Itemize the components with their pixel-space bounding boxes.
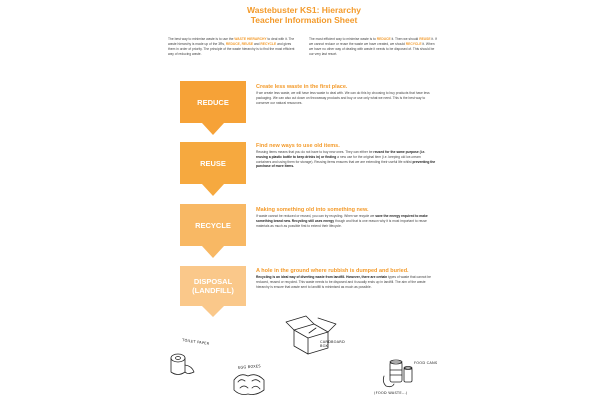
doodle-illustrations <box>168 310 440 400</box>
food-cans-label: FOOD CANS <box>414 361 438 365</box>
disposal-label: DISPOSAL (LANDFILL) <box>192 277 234 295</box>
intro-right-paragraph: The most efficient way to minimise waste is to REDUCE it. Then we should REUSE it. If we cannot reduce or reuse the waste we have created, we should RECYCLE it. When we have no other way of dealing with waste it needs to be disposed of. This should be our very last resort. <box>309 37 437 56</box>
food-waste-label: (FOOD WASTE...) <box>374 391 408 395</box>
disposal-arrow-box <box>180 266 246 306</box>
egg-box-doodle <box>234 375 264 395</box>
recycle-label: RECYCLE <box>195 220 231 230</box>
egg-boxes-label: EGG BOXES <box>237 364 261 370</box>
doodle-drawings <box>168 310 440 400</box>
cardboard-box-label: CARDBOARD BOX <box>320 340 345 348</box>
food-cans-doodle <box>383 360 412 387</box>
cardboard-box-doodle <box>286 316 336 354</box>
disposal-section <box>256 268 436 289</box>
recycle-arrow-tip <box>202 246 224 258</box>
recycle-heading: Making something old into something new. <box>256 207 369 213</box>
highlight-reuse: REUSE <box>419 37 431 41</box>
sheet-title: Wastebuster KS1: Hierarchy <box>246 5 361 15</box>
intro-left-paragraph: The best way to minimise waste is to use the WASTE HIERARCHY to deal with it. The waste hierarchy is made up of the 3Rs, REDUCE, REUSE and RECYCLE and gives them in order of priority. The principle of the waste hierarchy is to find the most efficient way of reducing waste. <box>168 37 295 56</box>
highlight-waste-hierarchy: WASTE HIERARCHY <box>234 37 267 41</box>
reuse-heading: Find new ways to use old items. <box>256 143 340 149</box>
reduce-body: If we create less waste, we will have less waste to deal with. We can do this by choosing to buy products that have less packaging. We can also cut down on throwaway products and buy or use only what we need. This is the best way to conserve our natural resources. <box>256 91 430 105</box>
recycle-section <box>256 207 436 228</box>
toilet-paper-doodle <box>171 354 194 375</box>
sheet-subtitle: Teacher Information Sheet <box>250 15 358 25</box>
reuse-body: Reusing items means that you do not have to buy new ones. They can either be reused for the same purpose (i.e. reusing a plastic bottle to keep drinks in) or finding a new use for the original item (i.e. keeping old ice-cream containers and using them for storage). Reusing items ensures that we are extending their useful life whilst preventing the purchase of more items. <box>256 150 436 169</box>
reuse-arrow-box <box>180 142 246 184</box>
reuse-arrow-tip <box>202 184 224 196</box>
reduce-heading: Create less waste in the first place. <box>256 84 348 90</box>
reduce-arrow-tip <box>202 123 224 135</box>
highlight-recycle: RECYCLE <box>260 42 277 46</box>
reduce-section <box>256 84 436 105</box>
disposal-heading: A hole in the ground where rubbish is dumped and buried. <box>256 268 409 274</box>
reuse-section <box>256 143 436 169</box>
reduce-arrow-box <box>180 81 246 123</box>
highlight-reduce: REDUCE <box>376 37 391 41</box>
reduce-label: REDUCE <box>197 97 229 107</box>
recycle-body: If waste cannot be reduced or reused, you can try recycling. When we recycle we save the energy required to make something brand new. Recycling still uses energy though and that is one reason why it is most important to reuse materials as much as possible first to extend their lifecycle. <box>256 214 428 228</box>
highlight-recycle: RECYCLE <box>405 42 422 46</box>
information-sheet <box>168 0 440 400</box>
reuse-label: REUSE <box>200 158 226 168</box>
recycle-arrow-box <box>180 204 246 246</box>
highlight-reduce-reuse: REDUCE, REUSE <box>225 42 254 46</box>
toilet-paper-label: TOILET PAPER <box>181 338 210 346</box>
disposal-body: Recycling is an ideal way of diverting waste from landfill. However, there are certain types of waste that cannot be reduced, reused or recycled. This waste needs to be disposed and it usually ends up in landfill. The aim of the waste hierarchy is ensure that waste sent to landfill is minimised as much as possible. <box>256 275 431 289</box>
